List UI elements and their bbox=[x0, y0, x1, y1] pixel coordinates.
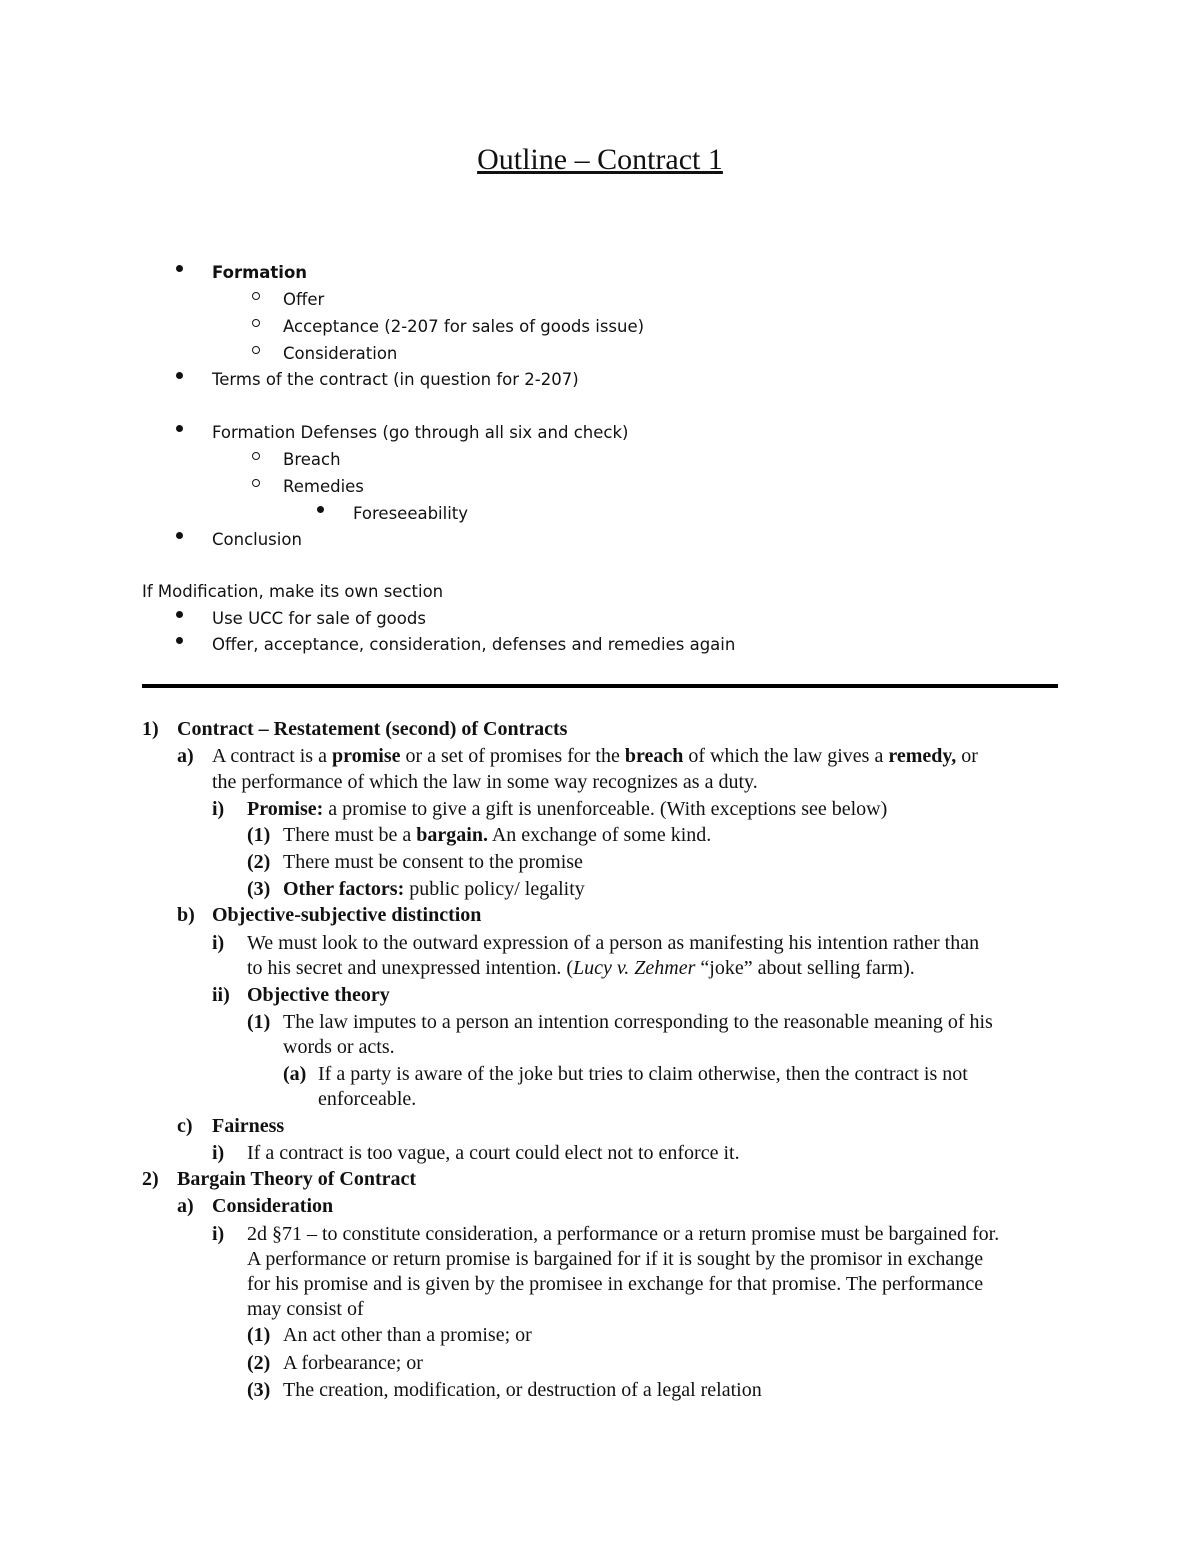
item-number: (1) bbox=[247, 1011, 271, 1033]
subheading: Objective-subjective distinction bbox=[212, 904, 482, 926]
paragraph-line: A performance or return promise is bargained for if it is sought by the promisor in exchange bbox=[247, 1248, 984, 1270]
bullet-icon bbox=[317, 506, 324, 513]
item-letter: b) bbox=[177, 904, 195, 926]
outline-conclusion: Conclusion bbox=[212, 530, 302, 549]
item-number: (1) bbox=[247, 824, 271, 846]
paragraph-line: to his secret and unexpressed intention. (Lucy v. Zehmer “joke” about selling farm). bbox=[247, 957, 915, 979]
item-number: (1) bbox=[247, 1324, 271, 1346]
item-roman: i) bbox=[212, 1223, 225, 1245]
item-number: (3) bbox=[247, 1379, 271, 1401]
subheading: Consideration bbox=[212, 1195, 334, 1217]
paragraph-line: An act other than a promise; or bbox=[283, 1324, 532, 1346]
paragraph-line: A contract is a promise or a set of promises for the breach of which the law gives a remedy, or bbox=[212, 745, 978, 767]
section-heading: Bargain Theory of Contract bbox=[177, 1168, 417, 1190]
paragraph-line: words or acts. bbox=[283, 1036, 395, 1058]
circle-bullet-icon bbox=[252, 346, 260, 354]
paragraph-line: The creation, modification, or destruction of a legal relation bbox=[283, 1379, 762, 1401]
item-letter: (a) bbox=[283, 1063, 307, 1085]
item-roman: i) bbox=[212, 798, 225, 820]
outline-terms: Terms of the contract (in question for 2-207) bbox=[212, 370, 579, 389]
paragraph-line: If a contract is too vague, a court could elect not to enforce it. bbox=[247, 1142, 740, 1164]
bullet-icon bbox=[176, 637, 183, 644]
paragraph-line: may consist of bbox=[247, 1298, 364, 1320]
outline-consideration: Consideration bbox=[283, 344, 398, 363]
circle-bullet-icon bbox=[252, 479, 260, 487]
item-roman: i) bbox=[212, 1142, 225, 1164]
section-heading: Contract – Restatement (second) of Contracts bbox=[177, 718, 568, 740]
paragraph-line: We must look to the outward expression of a person as manifesting his intention rather than bbox=[247, 932, 980, 954]
paragraph-line: the performance of which the law in some way recognizes as a duty. bbox=[212, 771, 758, 793]
case-name: Lucy v. Zehmer bbox=[573, 957, 696, 979]
modification-item: Offer, acceptance, consideration, defenses and remedies again bbox=[212, 635, 736, 654]
item-letter: c) bbox=[177, 1115, 193, 1137]
circle-bullet-icon bbox=[252, 292, 260, 300]
outline-remedies: Remedies bbox=[283, 477, 364, 496]
paragraph-line: 2d §71 – to constitute consideration, a performance or a return promise must be bargained for. bbox=[247, 1223, 1000, 1245]
item-number: (2) bbox=[247, 1352, 271, 1374]
subheading: Fairness bbox=[212, 1115, 285, 1137]
item-number: (2) bbox=[247, 851, 271, 873]
outline-formation: Formation bbox=[212, 263, 308, 282]
page-title: Outline – Contract 1 bbox=[477, 143, 723, 176]
paragraph-line: Promise: a promise to give a gift is unenforceable. (With exceptions see below) bbox=[247, 798, 888, 820]
bullet-icon bbox=[176, 532, 183, 539]
outline-foreseeability: Foreseeability bbox=[353, 504, 469, 523]
item-roman: ii) bbox=[212, 984, 230, 1006]
item-number: (3) bbox=[247, 878, 271, 900]
item-roman: i) bbox=[212, 932, 225, 954]
horizontal-rule bbox=[142, 684, 1058, 688]
modification-item: Use UCC for sale of goods bbox=[212, 609, 426, 628]
outline-acceptance: Acceptance (2-207 for sales of goods issue) bbox=[283, 317, 645, 336]
bullet-icon bbox=[176, 265, 183, 272]
paragraph-line: There must be consent to the promise bbox=[283, 851, 583, 873]
paragraph-line: enforceable. bbox=[318, 1088, 417, 1110]
section-number: 2) bbox=[142, 1168, 159, 1190]
item-letter: a) bbox=[177, 1195, 194, 1217]
subheading: Objective theory bbox=[247, 984, 390, 1006]
bullet-icon bbox=[176, 425, 183, 432]
paragraph-line: Other factors: public policy/ legality bbox=[283, 878, 585, 900]
circle-bullet-icon bbox=[252, 319, 260, 327]
section-number: 1) bbox=[142, 718, 159, 740]
outline-offer: Offer bbox=[283, 290, 325, 309]
item-letter: a) bbox=[177, 745, 194, 767]
outline-defenses: Formation Defenses (go through all six and check) bbox=[212, 423, 629, 442]
outline-breach: Breach bbox=[283, 450, 341, 469]
paragraph-line: A forbearance; or bbox=[283, 1352, 423, 1374]
modification-intro: If Modification, make its own section bbox=[142, 582, 444, 601]
paragraph-line: for his promise and is given by the promisee in exchange for that promise. The performance bbox=[247, 1273, 984, 1295]
paragraph-line: The law imputes to a person an intention corresponding to the reasonable meaning of his bbox=[283, 1011, 993, 1033]
bullet-icon bbox=[176, 372, 183, 379]
circle-bullet-icon bbox=[252, 452, 260, 460]
bullet-icon bbox=[176, 611, 183, 618]
paragraph-line: If a party is aware of the joke but tries to claim otherwise, then the contract is not bbox=[318, 1063, 968, 1085]
paragraph-line: There must be a bargain. An exchange of some kind. bbox=[283, 824, 712, 846]
